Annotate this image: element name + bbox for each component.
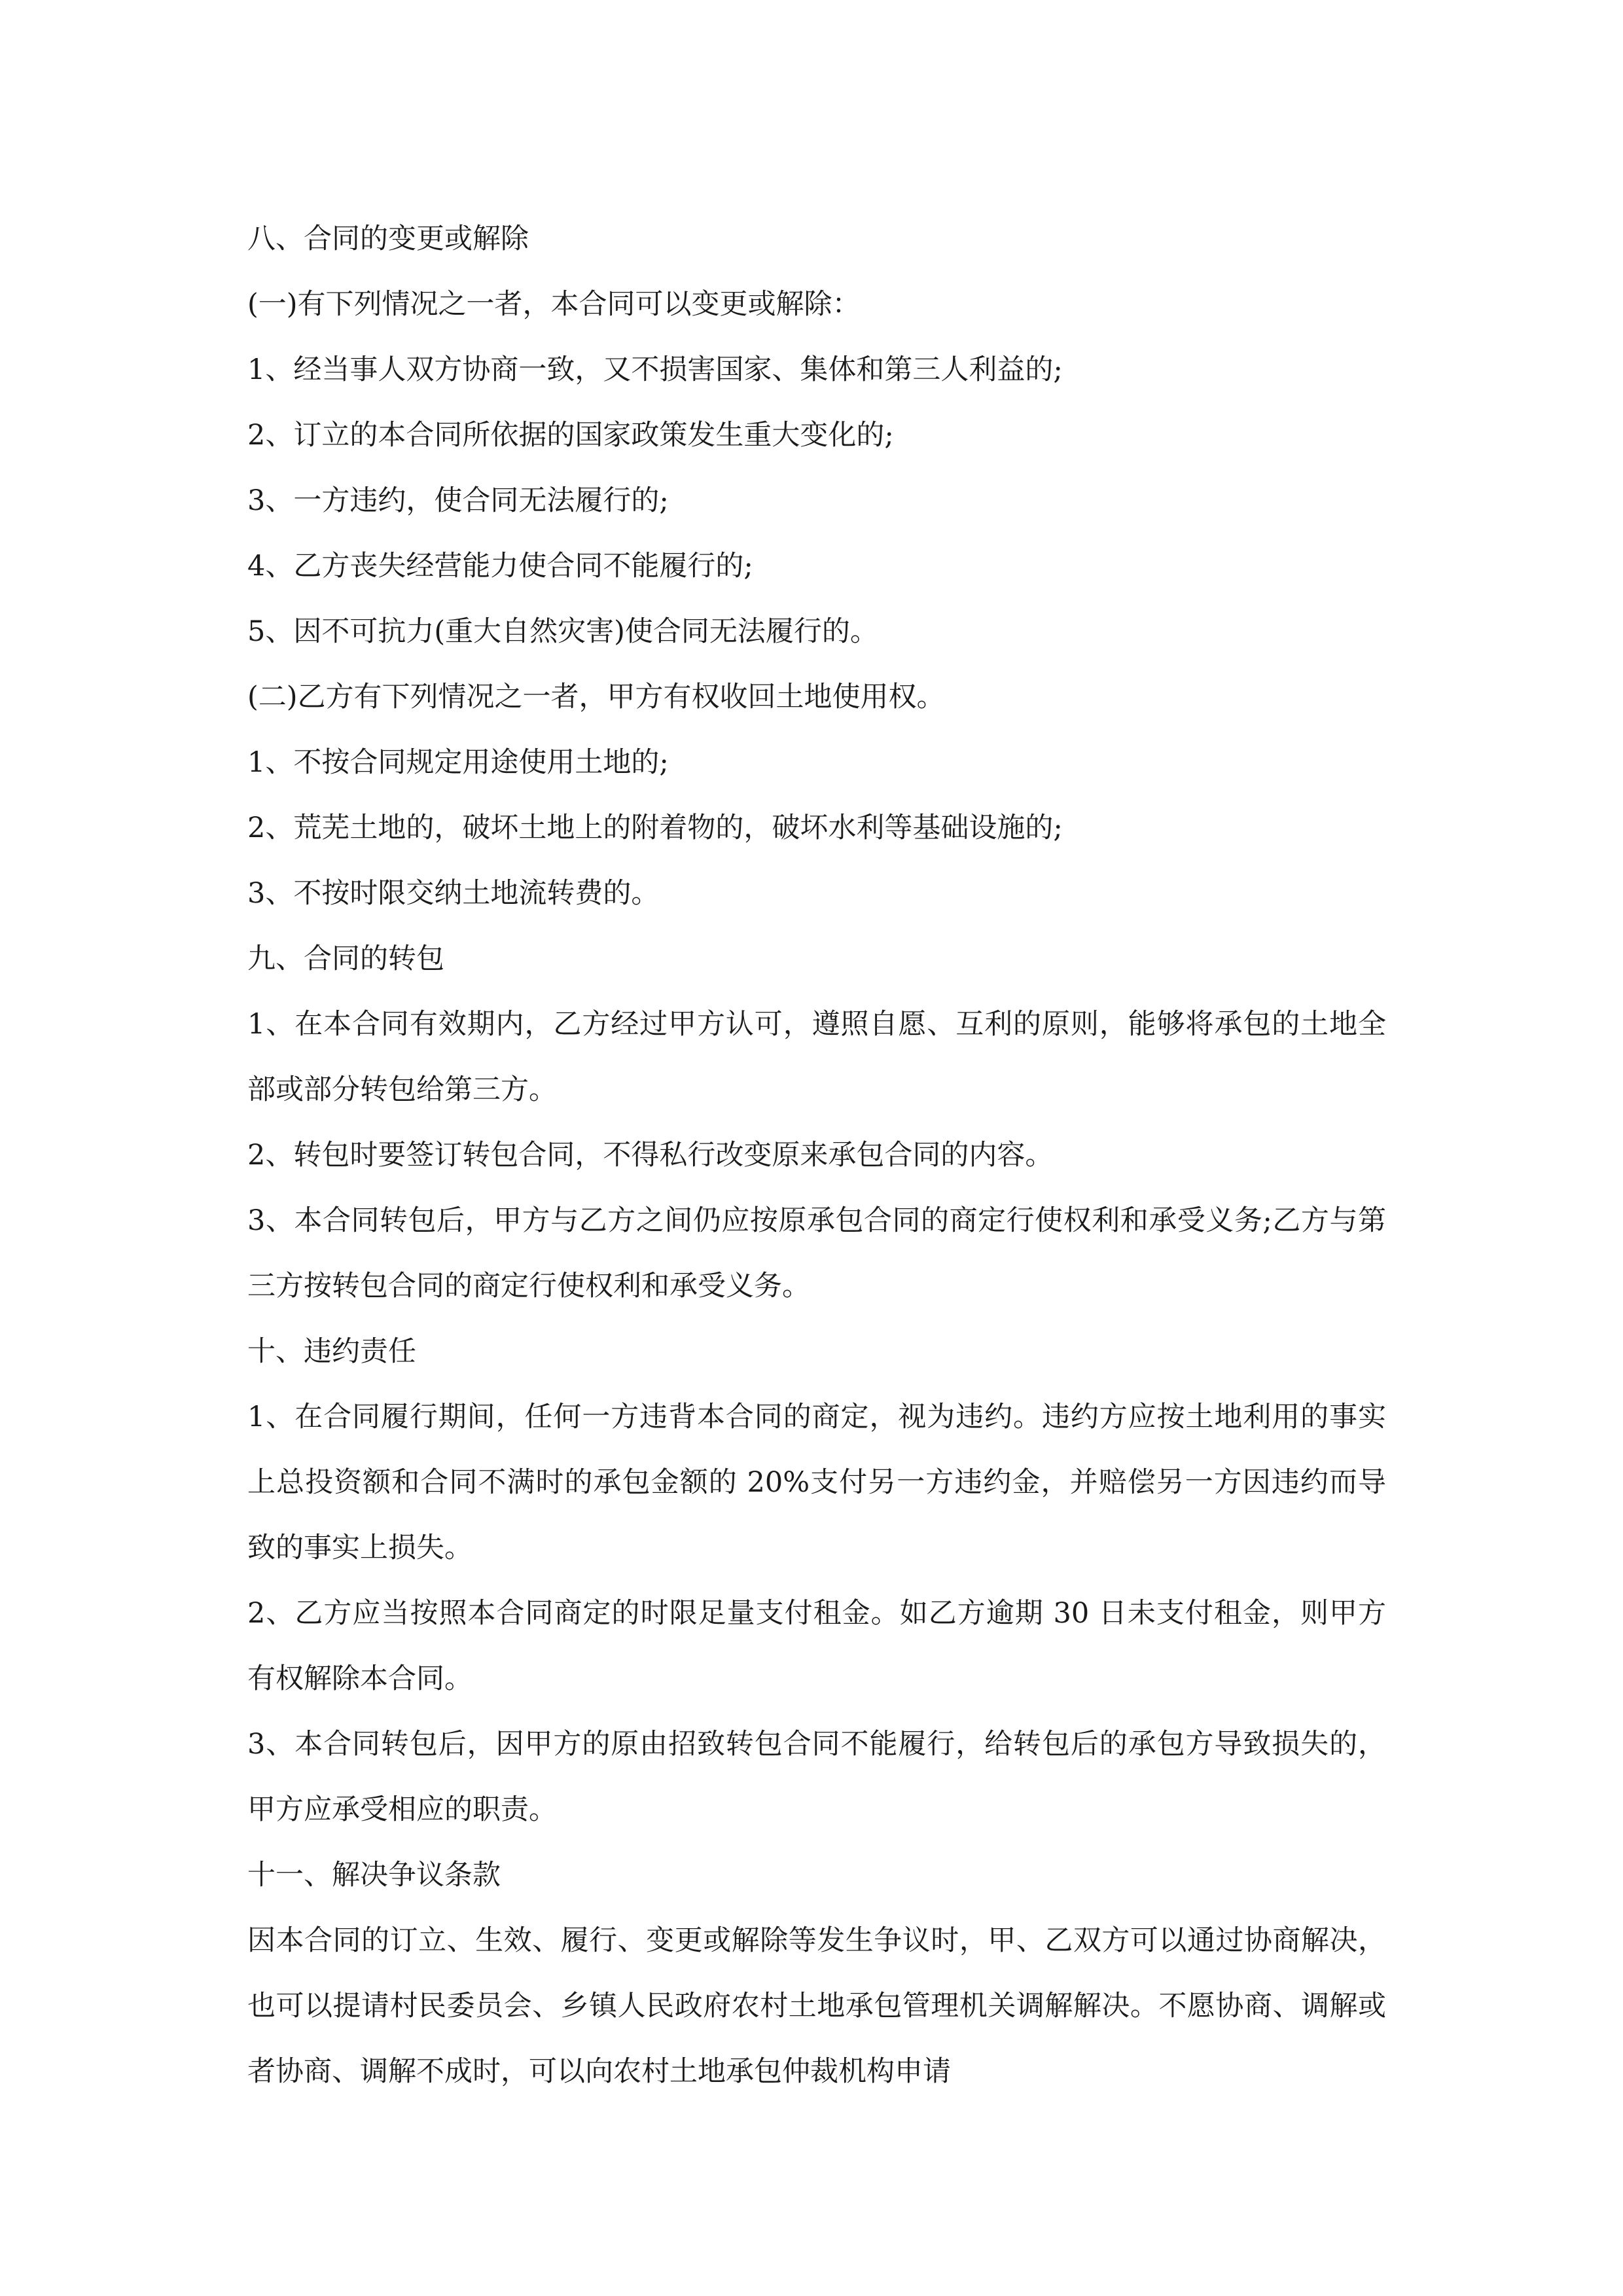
list-item: 5、因不可抗力(重大自然灾害)使合同无法履行的。	[247, 615, 878, 648]
list-item: 1、在合同履行期间，任何一方违背本合同的商定，视为违约。违约方应按土地利用的事实上总投资额和合同不满时的承包金额的 20%支付另一方违约金，并赔偿另一方因违约而导致的事实上损失。	[247, 1401, 1386, 1564]
list-item: 2、转包时要签订转包合同，不得私行改变原来承包合同的内容。	[247, 1139, 1054, 1172]
list-item: 2、乙方应当按照本合同商定的时限足量支付租金。如乙方逾期 30 日未支付租金，则甲方有权解除本合同。	[247, 1597, 1386, 1695]
section-heading-9: 九、合同的转包	[247, 942, 444, 975]
list-item: 1、在本合同有效期内，乙方经过甲方认可，遵照自愿、互利的原则，能够将承包的土地全部或部分转包给第三方。	[247, 1008, 1386, 1106]
list-item: 1、经当事人双方协商一致，又不损害国家、集体和第三人利益的;	[247, 353, 1063, 386]
subsection-heading: (二)乙方有下列情况之一者，甲方有权收回土地使用权。	[247, 681, 945, 713]
section-heading-10: 十、违约责任	[247, 1335, 416, 1368]
list-item: 1、不按合同规定用途使用土地的;	[247, 746, 669, 779]
subsection-heading: (一)有下列情况之一者，本合同可以变更或解除：	[247, 288, 861, 321]
section-heading-11: 十一、解决争议条款	[247, 1859, 501, 1892]
section-heading-8: 八、合同的变更或解除	[247, 223, 529, 255]
list-item: 4、乙方丧失经营能力使合同不能履行的;	[247, 550, 753, 583]
list-item: 2、荒芜土地的，破坏土地上的附着物的，破坏水利等基础设施的;	[247, 812, 1063, 844]
list-item: 3、本合同转包后，因甲方的原由招致转包合同不能履行，给转包后的承包方导致损失的，甲方应承受相应的职责。	[247, 1728, 1386, 1826]
list-item: 3、一方违约，使合同无法履行的;	[247, 484, 669, 517]
list-item: 3、本合同转包后，甲方与乙方之间仍应按原承包合同的商定行使权利和承受义务;乙方与第三方按转包合同的商定行使权利和承受义务。	[247, 1204, 1386, 1302]
body-paragraph: 因本合同的订立、生效、履行、变更或解除等发生争议时，甲、乙双方可以通过协商解决，也可以提请村民委员会、乡镇人民政府农村土地承包管理机关调解解决。不愿协商、调解或者协商、调解不成时，可以向农村土地承包仲裁机构申请	[247, 1924, 1386, 2088]
list-item: 2、订立的本合同所依据的国家政策发生重大变化的;	[247, 419, 894, 452]
list-item: 3、不按时限交纳土地流转费的。	[247, 877, 660, 910]
document-body	[247, 206, 1386, 2104]
